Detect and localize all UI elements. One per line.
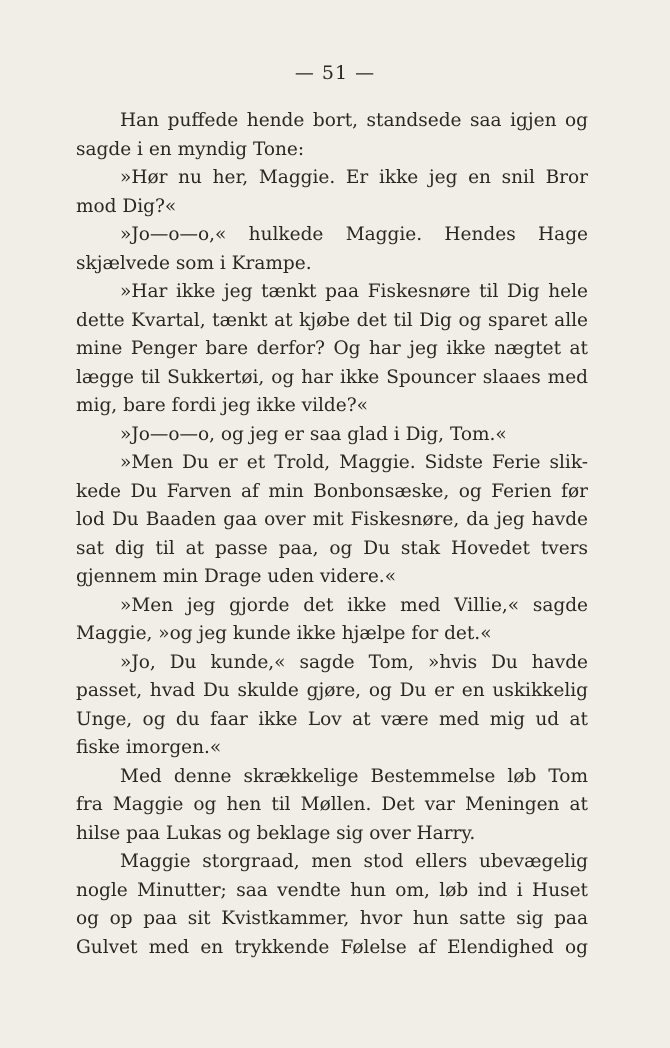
text-line: »Jo—o—o, og jeg er saa glad i Dig, Tom.« (120, 423, 507, 445)
text-line: og op paa sit Kvistkammer, hvor hun satte sig paa (76, 908, 588, 929)
text-line: »Har ikke jeg tænkt paa Fiskesnøre til Dig hele (120, 281, 588, 302)
text-line: kede Du Farven af min Bonbonsæske, og Ferien før (76, 480, 588, 502)
text-line: fiske imorgen.« (76, 737, 222, 758)
text-line: mod Dig?« (76, 195, 177, 217)
text-line: mig, bare fordi jeg ikke vilde?« (76, 395, 368, 416)
text-line: gjennem min Drage uden videre.« (76, 566, 397, 587)
text-line: Maggie, »og jeg kunde ikke hjælpe for det.« (76, 623, 492, 644)
text-line: »Men jeg gjorde det ikke med Villie,« sagde (120, 594, 588, 616)
text-line: fra Maggie og hen til Møllen. Det var Meningen at (76, 794, 588, 815)
text-line: dette Kvartal, tænkt at kjøbe det til Dig og sparet alle (76, 309, 588, 331)
text-line: »Men Du er et Trold, Maggie. Sidste Ferie slik- (120, 452, 588, 473)
text-line: hilse paa Lukas og beklage sig over Harry. (76, 822, 476, 844)
text-line: nogle Minutter; saa vendte hun om, løb ind i Huset (76, 879, 588, 901)
page-number: — 51 — (294, 62, 376, 84)
text-line: Maggie storgraad, men stod ellers ubevægelig (120, 851, 588, 872)
text-line: »Jo, Du kunde,« sagde Tom, »hvis Du havde (120, 651, 588, 673)
text-line: passet, hvad Du skulde gjøre, og Du er en uskikkelig (76, 680, 588, 701)
text-line: sat dig til at passe paa, og Du stak Hovedet tvers (76, 537, 588, 559)
text-line: Unge, og du faar ikke Lov at være med mig ud at (76, 708, 588, 730)
text-line: Han puffede hende bort, standsede saa igjen og (120, 110, 588, 131)
text-line: Med denne skrækkelige Bestemmelse løb Tom (120, 765, 588, 787)
body-text (76, 107, 588, 962)
text-line: lod Du Baaden gaa over mit Fiskesnøre, da jeg havde (76, 509, 588, 530)
text-line: »Hør nu her, Maggie. Er ikke jeg en snil Bror (120, 167, 588, 188)
text-line: mine Penger bare derfor? Og har jeg ikke nægtet at (76, 338, 588, 359)
text-line: lægge til Sukkertøi, og har ikke Spouncer slaaes med (76, 366, 588, 388)
text-line: sagde i en myndig Tone: (76, 138, 305, 160)
text-line: Gulvet med en trykkende Følelse af Elendighed og (76, 936, 588, 958)
text-line: »Jo—o—o,« hulkede Maggie. Hendes Hage (120, 224, 588, 245)
text-line: skjælvede som i Krampe. (76, 252, 312, 274)
